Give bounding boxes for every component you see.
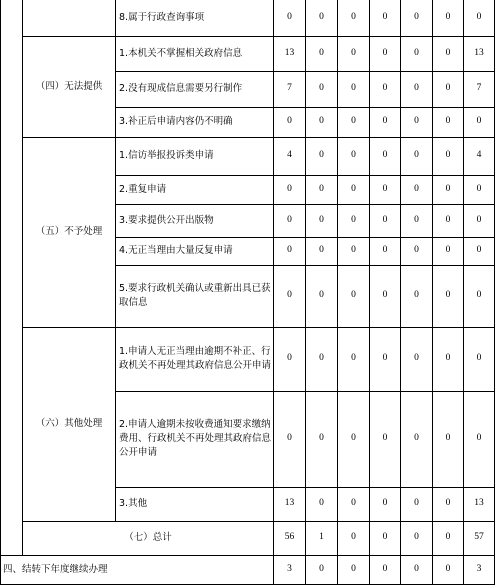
value-cell: 0: [338, 107, 370, 137]
value-cell: 0: [306, 327, 338, 391]
value-cell: 0: [338, 175, 370, 204]
value-cell: 0: [274, 175, 306, 204]
value-cell: 0: [274, 107, 306, 137]
row-label: 2.重复申请: [116, 175, 274, 204]
outer-left-cell: [1, 0, 23, 555]
table-row: [1, 137, 495, 175]
row-label: 2.没有现成信息需要另行制作: [116, 71, 274, 107]
group-label-other-handling: （六）其他处理: [23, 327, 116, 521]
value-cell: 0: [338, 487, 370, 521]
value-cell: 0: [433, 107, 464, 137]
value-cell: 4: [464, 137, 495, 175]
value-cell: 0: [274, 237, 306, 265]
value-cell: 7: [274, 71, 306, 107]
value-cell: 0: [464, 204, 495, 237]
group-label-not-processed: （五）不予处理: [23, 137, 116, 327]
value-cell: 0: [370, 36, 401, 71]
value-cell: 0: [401, 555, 433, 584]
value-cell: 0: [433, 137, 464, 175]
value-cell: 0: [433, 521, 464, 555]
value-cell: 0: [370, 555, 401, 584]
value-cell: 0: [433, 391, 464, 487]
value-cell: 0: [338, 0, 370, 36]
row-label: 3.要求提供公开出版物: [116, 204, 274, 237]
value-cell: 0: [338, 327, 370, 391]
value-cell: 1: [306, 521, 338, 555]
row-label: 3.其他: [116, 487, 274, 521]
value-cell: 0: [274, 391, 306, 487]
value-cell: 0: [433, 0, 464, 36]
value-cell: 0: [370, 107, 401, 137]
value-cell: 0: [306, 0, 338, 36]
value-cell: 0: [433, 487, 464, 521]
value-cell: 13: [274, 487, 306, 521]
value-cell: 0: [306, 36, 338, 71]
value-cell: 0: [306, 204, 338, 237]
value-cell: 0: [401, 0, 433, 36]
value-cell: 0: [370, 391, 401, 487]
value-cell: 0: [306, 237, 338, 265]
row-label: 1.申请人无正当理由逾期不补正、行政机关不再处理其政府信息公开申请: [116, 327, 274, 391]
value-cell: 0: [433, 175, 464, 204]
value-cell: 13: [464, 487, 495, 521]
value-cell: 0: [370, 137, 401, 175]
total-label: （七）总计: [23, 521, 274, 555]
value-cell: 0: [464, 265, 495, 327]
value-cell: 0: [401, 204, 433, 237]
row-label: 2.申请人逾期未按收费通知要求缴纳费用、行政机关不再处理其政府信息公开申请: [116, 391, 274, 487]
row-label: 8.属于行政查询事项: [116, 0, 274, 36]
value-cell: 7: [464, 71, 495, 107]
value-cell: 0: [370, 521, 401, 555]
value-cell: 0: [433, 327, 464, 391]
value-cell: 4: [274, 137, 306, 175]
value-cell: 0: [370, 175, 401, 204]
row-label: 3.补正后申请内容仍不明确: [116, 107, 274, 137]
value-cell: 0: [464, 391, 495, 487]
value-cell: 3: [464, 555, 495, 584]
value-cell: 0: [433, 555, 464, 584]
value-cell: 0: [306, 391, 338, 487]
value-cell: 0: [370, 487, 401, 521]
row-label: 5.要求行政机关确认或重新出具已获取信息: [116, 265, 274, 327]
value-cell: 0: [401, 175, 433, 204]
value-cell: 0: [306, 265, 338, 327]
group-label-unable-to-provide: （四）无法提供: [23, 36, 116, 137]
value-cell: 0: [370, 71, 401, 107]
value-cell: 0: [338, 204, 370, 237]
value-cell: 0: [338, 137, 370, 175]
value-cell: 0: [274, 0, 306, 36]
value-cell: 0: [401, 521, 433, 555]
carryover-label: 四、结转下年度继续办理: [1, 555, 274, 584]
group-cell-empty: [23, 0, 116, 36]
value-cell: 0: [338, 555, 370, 584]
row-label: 1.信访举报投诉类申请: [116, 137, 274, 175]
value-cell: 57: [464, 521, 495, 555]
value-cell: 0: [338, 71, 370, 107]
value-cell: 0: [433, 237, 464, 265]
value-cell: 0: [370, 265, 401, 327]
value-cell: 0: [338, 391, 370, 487]
value-cell: 0: [464, 237, 495, 265]
value-cell: 0: [464, 327, 495, 391]
value-cell: 0: [370, 327, 401, 391]
value-cell: 0: [433, 36, 464, 71]
value-cell: 0: [306, 71, 338, 107]
value-cell: 0: [274, 265, 306, 327]
value-cell: 0: [401, 137, 433, 175]
table-row: [1, 36, 495, 71]
total-row: [1, 521, 495, 555]
value-cell: 0: [274, 327, 306, 391]
value-cell: 56: [274, 521, 306, 555]
value-cell: 0: [370, 0, 401, 36]
value-cell: 0: [464, 107, 495, 137]
row-label: 4.无正当理由大量反复申请: [116, 237, 274, 265]
value-cell: 0: [401, 36, 433, 71]
value-cell: 0: [401, 71, 433, 107]
value-cell: 0: [433, 71, 464, 107]
value-cell: 0: [401, 391, 433, 487]
row-label: 1.本机关不掌握相关政府信息: [116, 36, 274, 71]
value-cell: 0: [306, 137, 338, 175]
value-cell: 0: [401, 107, 433, 137]
value-cell: 0: [338, 265, 370, 327]
value-cell: 0: [401, 265, 433, 327]
value-cell: 0: [338, 36, 370, 71]
value-cell: 0: [401, 487, 433, 521]
value-cell: 0: [370, 204, 401, 237]
value-cell: 13: [274, 36, 306, 71]
value-cell: 0: [433, 265, 464, 327]
value-cell: 0: [306, 555, 338, 584]
value-cell: 0: [464, 175, 495, 204]
value-cell: 0: [433, 204, 464, 237]
value-cell: 3: [274, 555, 306, 584]
value-cell: 0: [306, 107, 338, 137]
value-cell: 0: [306, 175, 338, 204]
value-cell: 0: [464, 0, 495, 36]
value-cell: 0: [370, 237, 401, 265]
value-cell: 0: [338, 237, 370, 265]
value-cell: 0: [401, 327, 433, 391]
value-cell: 0: [274, 204, 306, 237]
carryover-row: [1, 555, 495, 584]
value-cell: 0: [338, 521, 370, 555]
value-cell: 0: [306, 487, 338, 521]
value-cell: 13: [464, 36, 495, 71]
value-cell: 0: [401, 237, 433, 265]
table-row: [1, 0, 495, 36]
table-row: [1, 327, 495, 391]
